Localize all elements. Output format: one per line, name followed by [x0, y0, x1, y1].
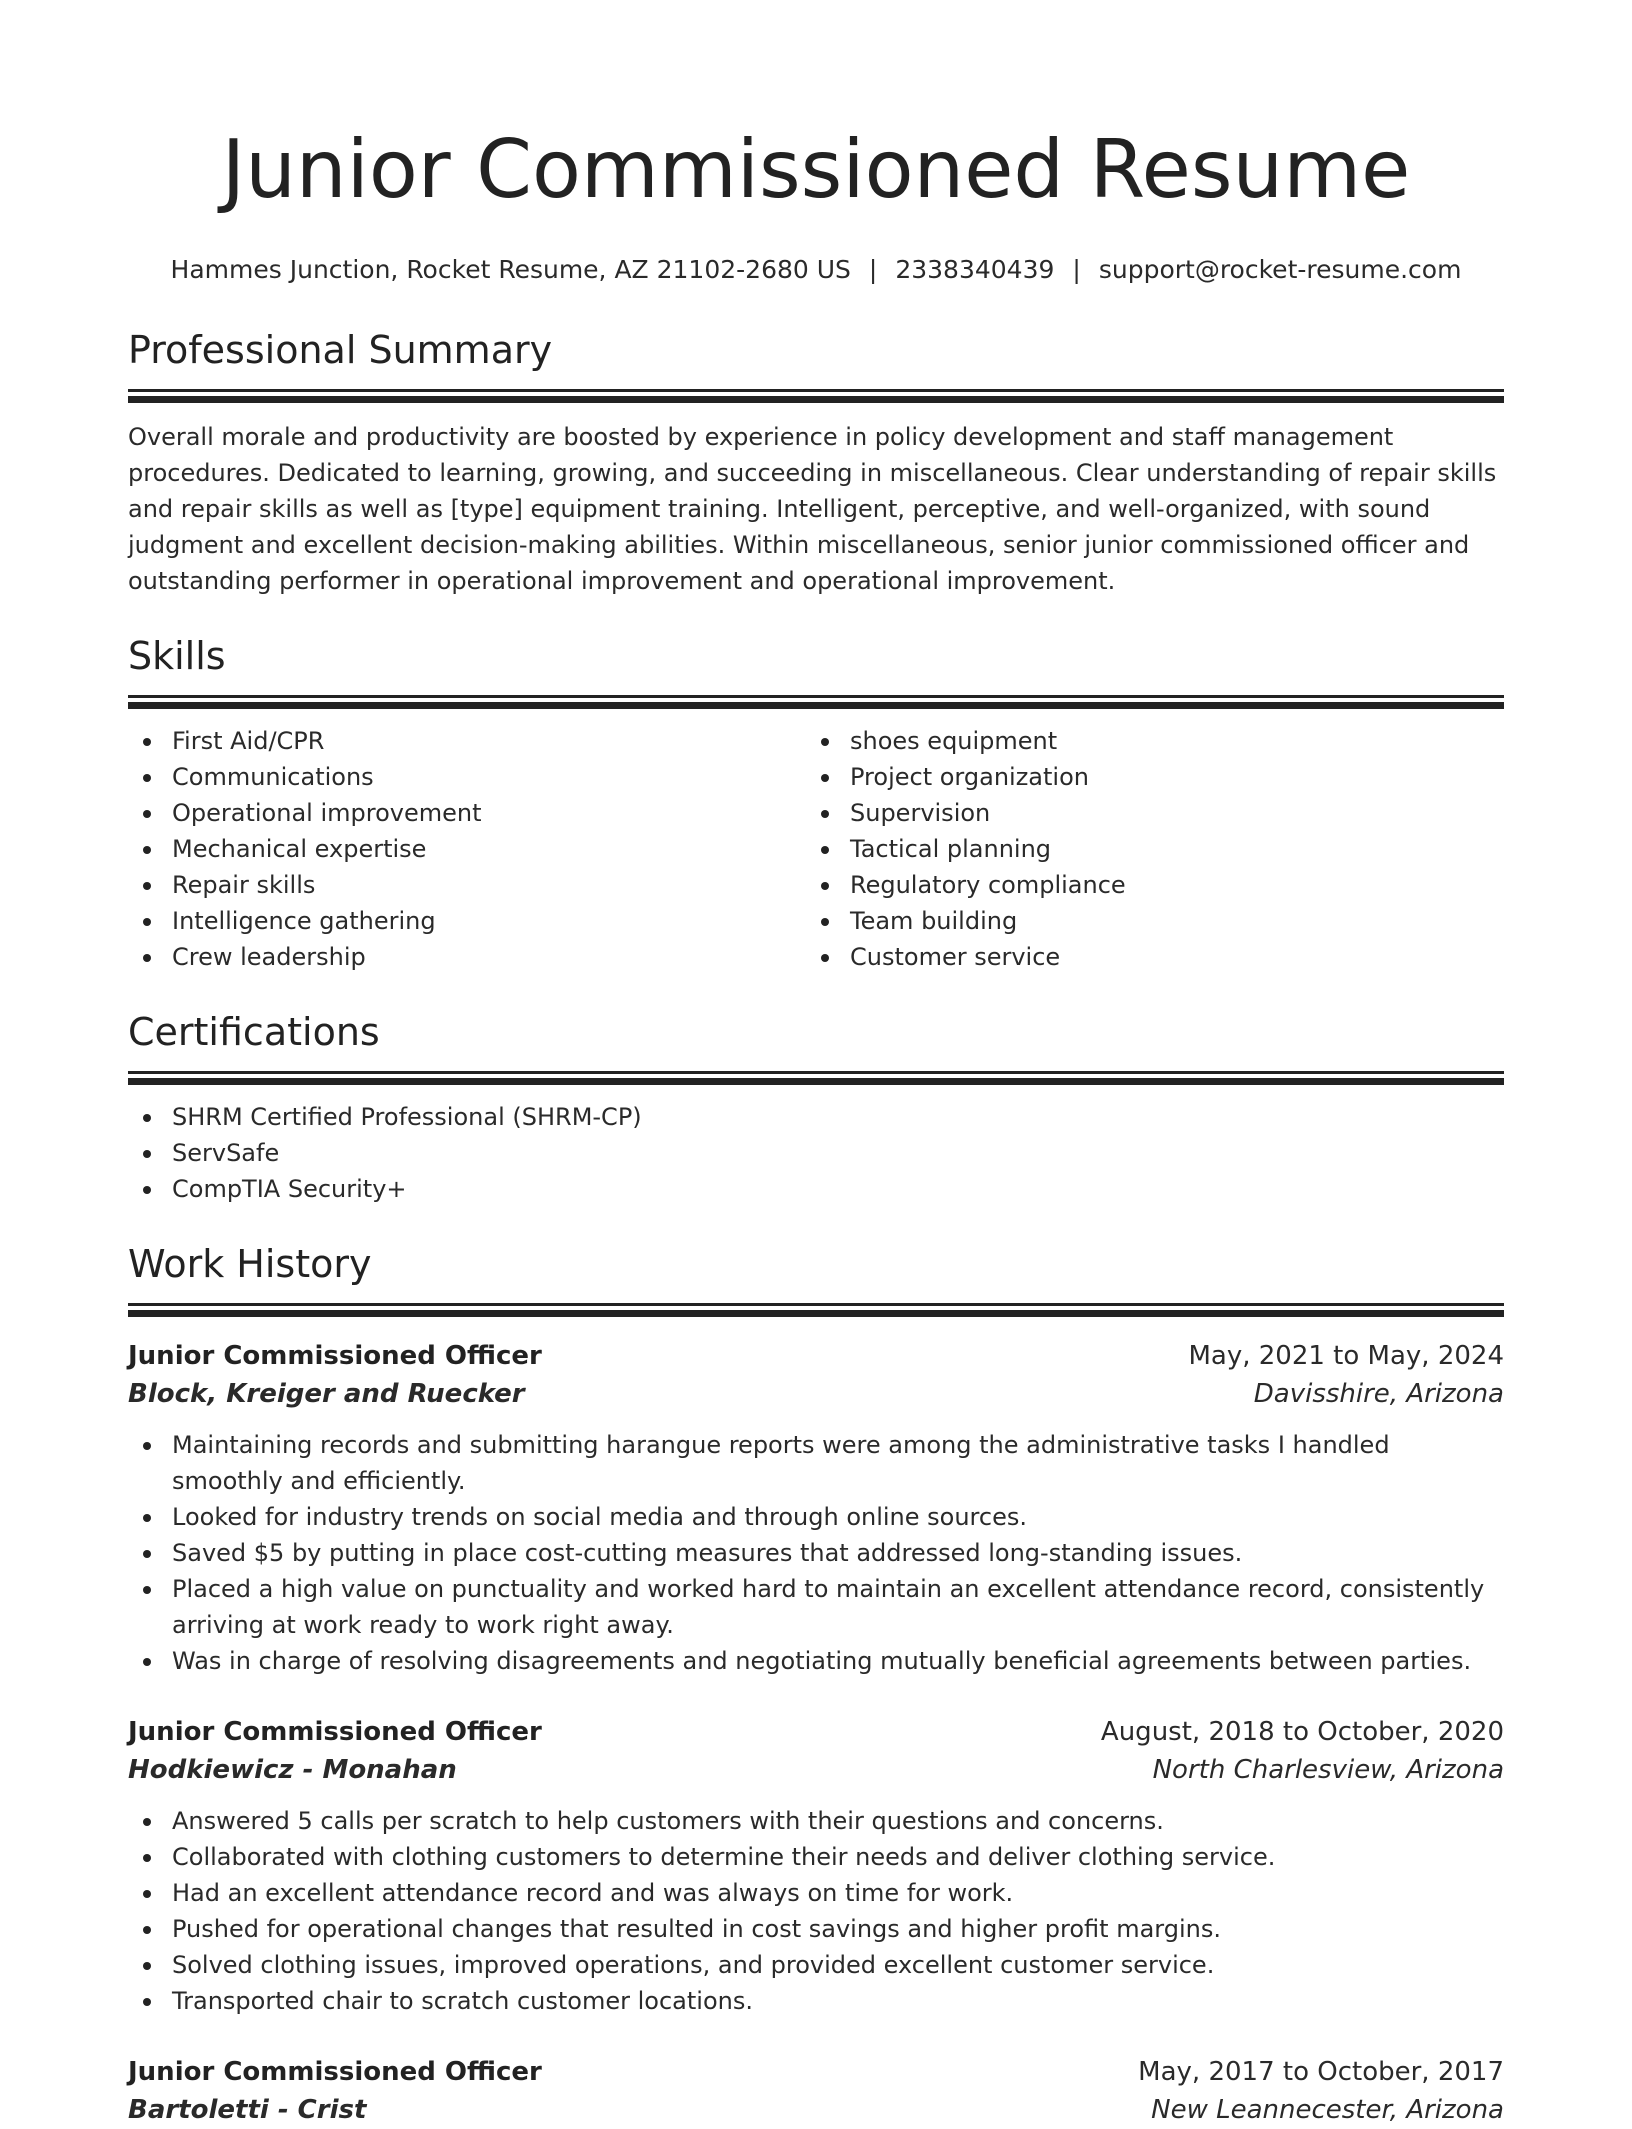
job-bullet-list [128, 1803, 1504, 2019]
skills-section [128, 633, 1504, 975]
job-bullet: Answered 5 calls per scratch to help customers with their questions and concerns. [128, 1803, 1504, 1839]
job-company: Hodkiewicz - Monahan [128, 1755, 457, 1785]
contact-address: Hammes Junction, Rocket Resume, AZ 21102-2680 US [170, 255, 851, 284]
section-divider [128, 1071, 1504, 1074]
certification-item: SHRM Certified Professional (SHRM-CP) [128, 1099, 1504, 1135]
section-divider [128, 695, 1504, 698]
job-entry [128, 1337, 1504, 1679]
skill-item: Project organization [806, 759, 1484, 795]
job-bullet: Saved $5 by putting in place cost-cutting measures that addressed long-standing issues. [128, 1535, 1504, 1571]
job-title: Junior Commissioned Officer [128, 1341, 542, 1371]
job-dates: May, 2021 to May, 2024 [1188, 1341, 1504, 1371]
job-title: Junior Commissioned Officer [128, 2057, 542, 2087]
certifications-heading: Certifications [128, 1010, 380, 1054]
resume-name: Junior Commissioned Resume [221, 123, 1411, 216]
certification-item: CompTIA Security+ [128, 1171, 1504, 1207]
work-history-heading: Work History [128, 1242, 372, 1286]
job-header-row [128, 1713, 1504, 1751]
job-location: Davisshire, Arizona [1253, 1379, 1504, 1409]
job-company-row [128, 1751, 1504, 1789]
job-company: Block, Kreiger and Ruecker [128, 1379, 525, 1409]
skill-item: First Aid/CPR [128, 723, 806, 759]
certification-item: ServSafe [128, 1135, 1504, 1171]
job-title: Junior Commissioned Officer [128, 1717, 542, 1747]
job-company-row [128, 1375, 1504, 1413]
section-divider-thick [128, 1310, 1504, 1317]
work-history-section [128, 1241, 1504, 2129]
skills-column-left [128, 723, 806, 975]
skill-item: Tactical planning [806, 831, 1484, 867]
job-bullet: Solved clothing issues, improved operations, and provided excellent customer service. [128, 1947, 1504, 1983]
contact-email: support@rocket-resume.com [1098, 255, 1462, 284]
job-bullet-list [128, 1427, 1504, 1679]
contact-separator: | [868, 255, 878, 284]
section-divider-thick [128, 702, 1504, 709]
job-dates: August, 2018 to October, 2020 [1100, 1717, 1504, 1747]
skill-item: Crew leadership [128, 939, 806, 975]
skill-item: Mechanical expertise [128, 831, 806, 867]
job-entry [128, 2053, 1504, 2129]
job-bullet: Transported chair to scratch customer locations. [128, 1983, 1504, 2019]
skills-heading: Skills [128, 634, 226, 678]
skill-item: Supervision [806, 795, 1484, 831]
summary-heading: Professional Summary [128, 328, 553, 372]
section-divider-thick [128, 396, 1504, 403]
job-bullet: Collaborated with clothing customers to determine their needs and deliver clothing service. [128, 1839, 1504, 1875]
skill-item: shoes equipment [806, 723, 1484, 759]
job-entry [128, 1713, 1504, 2019]
skill-item: Regulatory compliance [806, 867, 1484, 903]
contact-separator: | [1072, 255, 1081, 284]
contact-phone: 2338340439 [895, 255, 1055, 284]
job-bullet: Placed a high value on punctuality and worked hard to maintain an excellent attendance record, consistently arriving at work ready to work right away. [128, 1571, 1504, 1643]
contact-line [128, 253, 1504, 287]
job-location: New Leannecester, Arizona [1151, 2095, 1504, 2125]
skills-grid [128, 723, 1504, 975]
section-divider [128, 1303, 1504, 1306]
skill-item: Operational improvement [128, 795, 806, 831]
skill-item: Customer service [806, 939, 1484, 975]
job-header-row [128, 1337, 1504, 1375]
job-company-row [128, 2091, 1504, 2129]
section-divider [128, 389, 1504, 392]
skills-column-right [806, 723, 1484, 975]
resume-page [128, 0, 1504, 2129]
summary-section [128, 327, 1504, 599]
skill-item: Repair skills [128, 867, 806, 903]
job-company: Bartoletti - Crist [128, 2095, 367, 2125]
job-dates: May, 2017 to October, 2017 [1138, 2057, 1504, 2087]
skill-item: Team building [806, 903, 1484, 939]
summary-text: Overall morale and productivity are boosted by experience in policy development and staff management procedures. Dedicated to learning, growing, and succeeding in miscellaneous. Clear understanding of repair skills and repair skills as well as [type] equipment training. Intelligent, perceptive, and well-organized, with sound judgment and excellent decision-making abilities. Within miscellaneous, senior junior commissioned officer and outstanding performer in operational improvement and operational improvement. [128, 423, 1497, 595]
job-header-row [128, 2053, 1504, 2091]
job-bullet: Pushed for operational changes that resulted in cost savings and higher profit margins. [128, 1911, 1504, 1947]
certifications-list [128, 1099, 1504, 1207]
job-bullet: Maintaining records and submitting harangue reports were among the administrative tasks I handled smoothly and efficiently. [128, 1427, 1504, 1499]
job-bullet: Had an excellent attendance record and was always on time for work. [128, 1875, 1504, 1911]
job-bullet: Was in charge of resolving disagreements and negotiating mutually beneficial agreements between parties. [128, 1643, 1504, 1679]
job-bullet: Looked for industry trends on social media and through online sources. [128, 1499, 1504, 1535]
section-divider-thick [128, 1078, 1504, 1085]
skill-item: Intelligence gathering [128, 903, 806, 939]
job-location: North Charlesview, Arizona [1152, 1755, 1504, 1785]
skill-item: Communications [128, 759, 806, 795]
certifications-section [128, 1009, 1504, 1207]
